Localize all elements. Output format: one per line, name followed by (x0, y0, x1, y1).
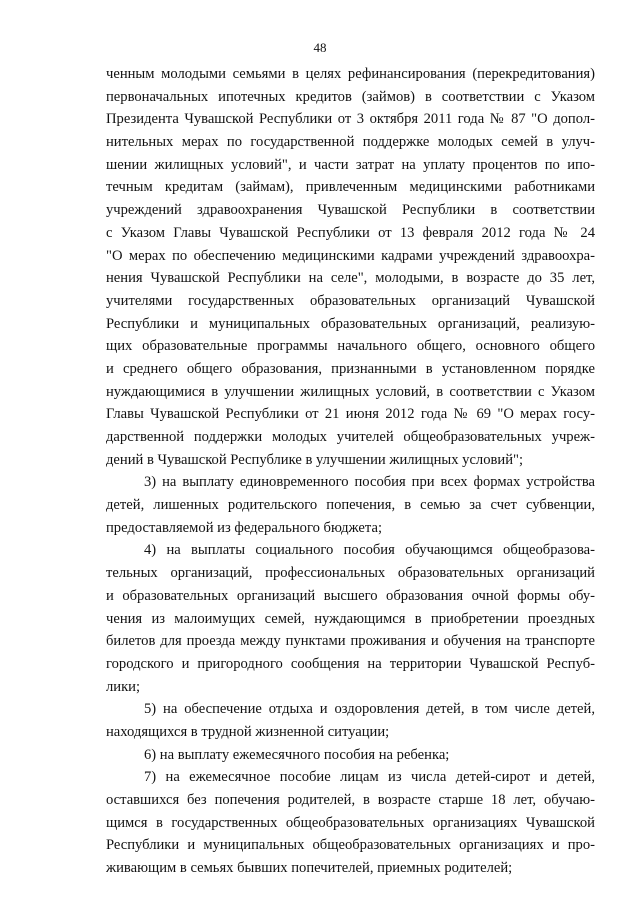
text-line: тельных организаций, профессиональных образовательных организаций (106, 565, 595, 582)
text-line: щих образовательные программы начального общего, основного общего (106, 338, 595, 355)
text-line: находящихся в трудной жизненной ситуации; (106, 723, 390, 740)
text-line: городского и пригородного сообщения на территории Чувашской Респуб- (106, 655, 595, 672)
text-line: лики; (106, 678, 141, 695)
text-line: чения из малоимущих семей, нуждающимся в приобретении проездных (106, 610, 595, 627)
text-line: "О мерах по обеспечению медицинскими кадрами учреждений здравоохра- (106, 247, 595, 264)
text-line: учреждений здравоохранения Чувашской Республики в соответствии (106, 202, 595, 219)
text-line: Президента Чувашской Республики от 3 октября 2011 года № 87 "О допол- (106, 111, 595, 128)
text-line: учителями государственных образовательных организаций Чувашской (106, 292, 595, 309)
text-line: первоначальных ипотечных кредитов (займов) в соответствии с Указом (106, 88, 595, 105)
text-line: дений в Чувашской Республике в улучшении жилищных условий"; (106, 451, 524, 468)
text-line: шении жилищных условий", и части затрат на уплату процентов по ипо- (106, 156, 595, 173)
text-line: и образовательных организаций высшего образования очной формы обу- (106, 587, 595, 604)
text-line: предоставляемой из федерального бюджета; (106, 519, 382, 536)
text-line: Главы Чувашской Республики от 21 июня 2012 года № 69 "О мерах госу- (106, 406, 595, 423)
text-line: ченным молодыми семьями в целях рефинансирования (перекредитования) (106, 66, 595, 82)
text-line: с Указом Главы Чувашской Республики от 13 февраля 2012 года № 24 (106, 224, 595, 241)
body-text (106, 63, 595, 880)
text-line: 4) на выплаты социального пособия обучающимся общеобразова- (144, 542, 595, 559)
text-line: детей, лишенных родительского попечения, в семью за счет субвенции, (106, 497, 595, 514)
text-line: 7) на ежемесячное пособие лицам из числа детей-сирот и детей, (144, 769, 595, 786)
text-line: 3) на выплату единовременного пособия при всех формах устройства (144, 474, 595, 491)
text-line: оставшихся без попечения родителей, в возрасте старше 18 лет, обучаю- (106, 792, 595, 808)
text-line: нуждающимися в улучшении жилищных условий, в соответствии с Указом (106, 383, 595, 400)
text-line: 5) на обеспечение отдыха и оздоровления детей, в том числе детей, (144, 701, 595, 718)
text-line: щимся в государственных общеобразовательных организациях Чувашской (106, 814, 595, 831)
page-number: 48 (313, 40, 327, 55)
text-line: нительных мерах по государственной поддержке молодых семей в улуч- (106, 134, 595, 151)
text-line: билетов для проезда между пунктами проживания и обучения на транспорте (106, 633, 595, 650)
text-line: нения Чувашской Республики на селе", молодыми, в возрасте до 35 лет, (106, 270, 595, 287)
text-line: и среднего общего образования, признанными в установленном порядке (106, 360, 595, 377)
text-line: дарственной поддержки молодых учителей общеобразовательных учреж- (106, 429, 595, 445)
text-line: течным кредитам (займам), привлеченным медицинскими работниками (106, 179, 595, 196)
text-line: Республики и муниципальных образовательных организаций, реализую- (106, 315, 595, 332)
text-line: Республики и муниципальных общеобразовательных организациях и про- (106, 837, 595, 854)
text-line: 6) на выплату ежемесячного пособия на ребенка; (144, 746, 450, 763)
text-line: живающим в семьях бывших попечителей, приемных родителей; (106, 860, 513, 877)
